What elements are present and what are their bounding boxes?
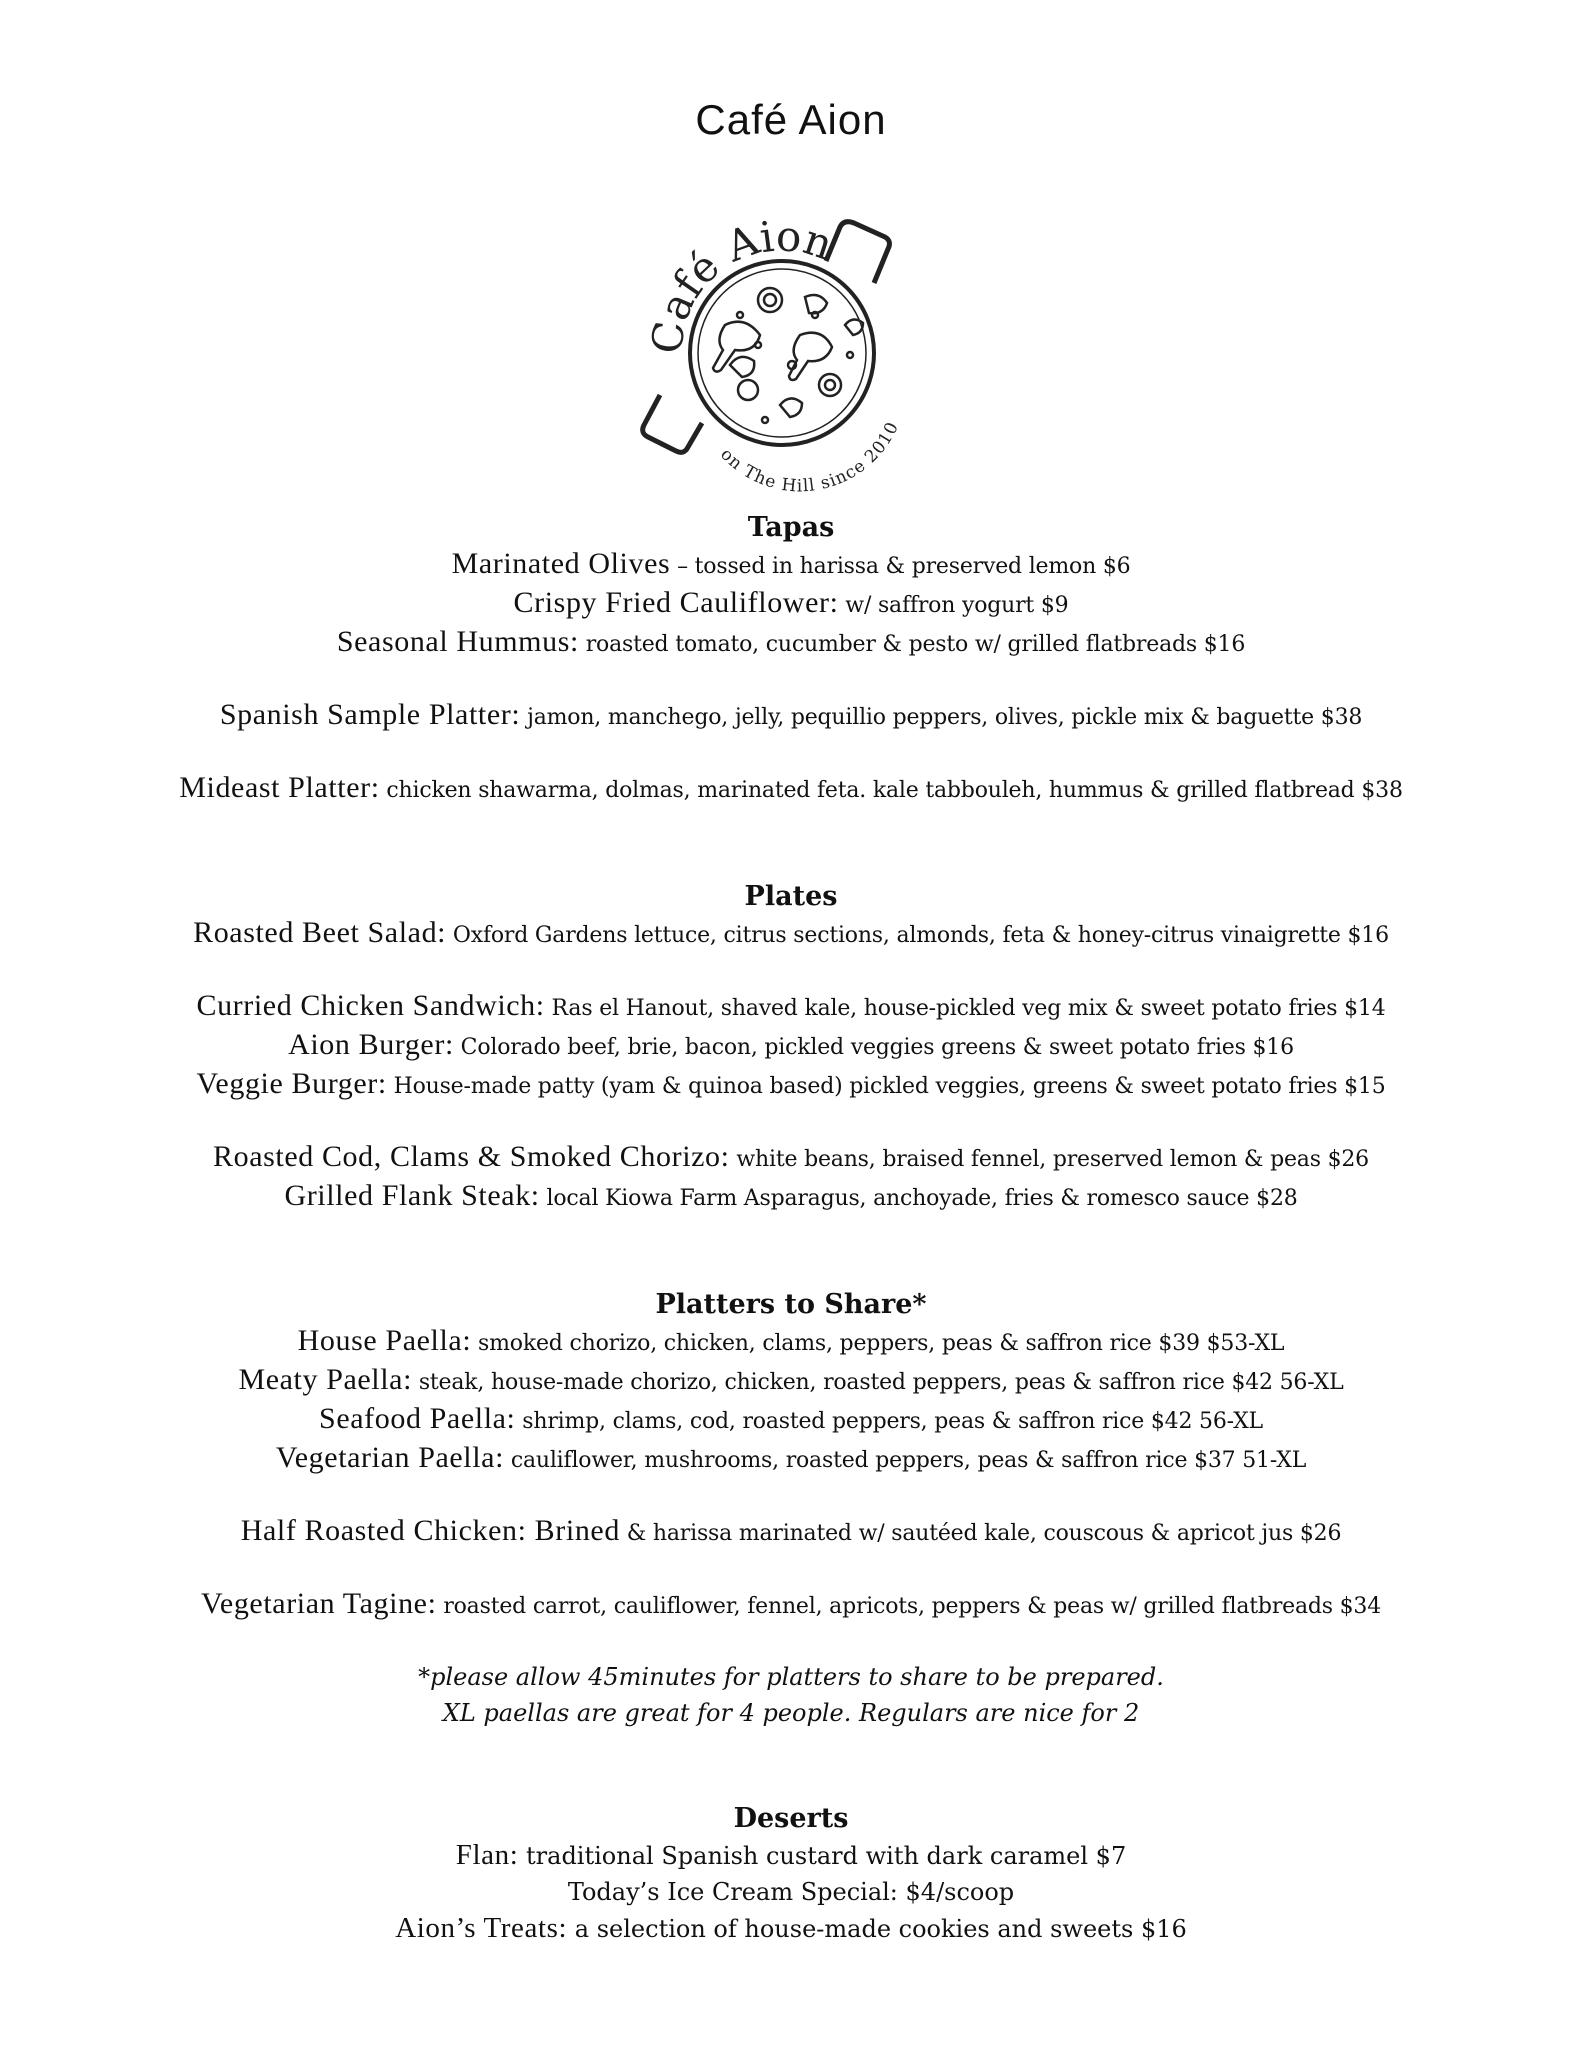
menu-item: Meaty Paella: steak, house-made chorizo, chicken, roasted peppers, peas & saffron rice $42 56-XL <box>238 1363 1344 1396</box>
menu-item: Aion’s Treats: a selection of house-made cookies and sweets $16 <box>395 1912 1187 1944</box>
menu-item: Roasted Beet Salad: Oxford Gardens lettuce, citrus sections, almonds, feta & honey-citrus vinaigrette $16 <box>193 916 1389 949</box>
section-plates <box>0 879 1582 1217</box>
pan-handle-icon <box>643 395 702 452</box>
section-title-plates: Plates <box>744 881 838 912</box>
menu-item: Marinated Olives – tossed in harissa & preserved lemon $6 <box>451 547 1131 580</box>
logo-arc-tagline: on The Hill since 2010 <box>716 418 904 495</box>
paella-pan-logo <box>630 205 940 495</box>
menu-item: Half Roasted Chicken: Brined & harissa marinated w/ sautéed kale, couscous & apricot jus $26 <box>240 1514 1342 1547</box>
menu-item: Crispy Fried Cauliflower: w/ saffron yogurt $9 <box>513 586 1069 619</box>
logo-arc-title: Café Aion <box>641 211 839 357</box>
menu-item: Seafood Paella: shrimp, clams, cod, roasted peppers, peas & saffron rice $42 56-XL <box>319 1402 1263 1435</box>
menu-item: Today’s Ice Cream Special: $4/scoop <box>567 1878 1015 1906</box>
page-title: Café Aion <box>695 96 887 143</box>
section-desserts <box>0 1801 1582 1947</box>
asterisk-mark: * <box>912 1289 927 1320</box>
menu-item: Aion Burger: Colorado beef, brie, bacon, pickled veggies greens & sweet potato fries $16 <box>288 1028 1294 1061</box>
menu-item: Vegetarian Tagine: roasted carrot, cauliflower, fennel, apricots, peppers & peas w/ grilled flatbreads $34 <box>200 1587 1382 1620</box>
menu-item: House Paella: smoked chorizo, chicken, clams, peppers, peas & saffron rice $39 $53-XL <box>297 1324 1285 1357</box>
section-tapas <box>0 510 1582 809</box>
section-title-tapas: Tapas <box>747 512 835 543</box>
platters-note: *please allow 45minutes for platters to share to be prepared. <box>418 1663 1164 1691</box>
menu-item: Mideast Platter: chicken shawarma, dolmas, marinated feta. kale tabbouleh, hummus & grilled flatbread $38 <box>179 771 1403 804</box>
menu-item: Veggie Burger: House-made patty (yam & quinoa based) pickled veggies, greens & sweet potato fries $15 <box>196 1067 1386 1100</box>
menu-item: Seasonal Hummus: roasted tomato, cucumber & pesto w/ grilled flatbreads $16 <box>336 625 1246 658</box>
menu-item: Curried Chicken Sandwich: Ras el Hanout, shaved kale, house-pickled veg mix & sweet potato fries $14 <box>196 989 1386 1022</box>
menu-item: Spanish Sample Platter: jamon, manchego, jelly, pequillio peppers, olives, pickle mix & baguette $38 <box>219 698 1363 731</box>
menu-body <box>0 510 1582 1947</box>
menu-item: Vegetarian Paella: cauliflower, mushrooms, roasted peppers, peas & saffron rice $37 51-XL <box>275 1441 1307 1474</box>
menu-item: Grilled Flank Steak: local Kiowa Farm Asparagus, anchoyade, fries & romesco sauce $28 <box>284 1179 1298 1212</box>
section-title-desserts: Deserts <box>733 1803 849 1834</box>
section-platters <box>0 1287 1582 1731</box>
menu-item: Roasted Cod, Clams & Smoked Chorizo: white beans, braised fennel, preserved lemon & peas $26 <box>213 1140 1369 1173</box>
section-title-platters: Platters to Share* <box>655 1289 927 1320</box>
platters-note: XL paellas are great for 4 people. Regulars are nice for 2 <box>442 1699 1140 1727</box>
menu-item: Flan: traditional Spanish custard with dark caramel $7 <box>455 1839 1127 1871</box>
